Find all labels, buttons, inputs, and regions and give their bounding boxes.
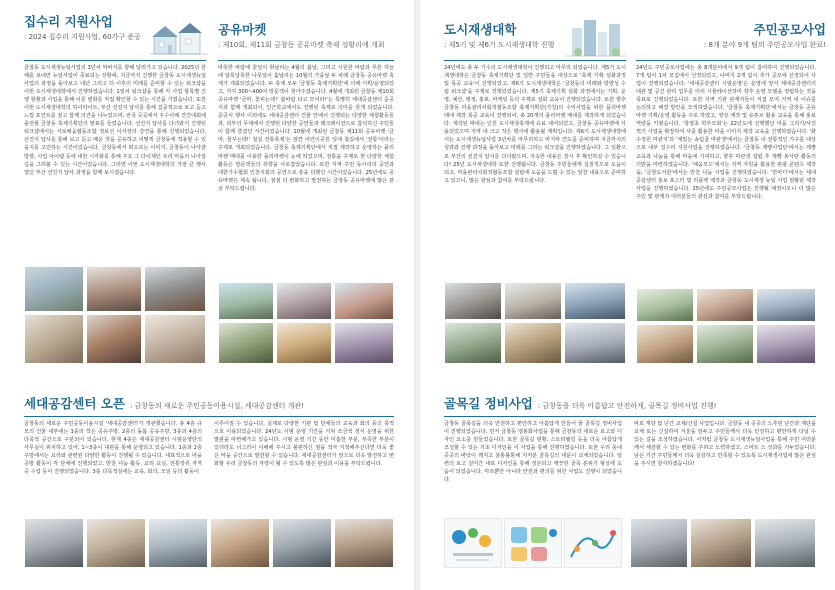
contest-divider: [636, 60, 816, 61]
contest-subtitle: : 8개 분야 9개 팀의 주민공모사업 완료!: [703, 41, 826, 49]
repair-subtitle: : 2024 집수리 지원사업, 60가구 준공: [24, 33, 141, 41]
college-subtitle: : 제5기 및 제6기 도시재생대학 진행: [444, 41, 555, 49]
college-photo-6: [564, 322, 626, 364]
contest-title: 주민공모사업: [753, 22, 826, 37]
market-photo-1: [218, 282, 274, 320]
repair-photo-3: [144, 266, 206, 312]
center-photo-3: [148, 518, 208, 568]
alley-body-left: 금창동 골목길을 더욱 안전하고 편안하고 아름답게 만들어 줄 골목길 정비사업이 진행되었습니다. 먼저 금창동 앵봉화사업을 통해 금창동의 새로운 로고와 디자인 요소를 만들었습니다. 또한 골목길 현황, 스토리텔링 등을 더욱 아름답게 조성할 수 있는 기초 디자인을 이 사업을 통해 진행하였습니다. 또한 우리 동네 곳곳의 바닥이 깨지고 울퉁불퉁해 지저분 골목길의 대문이 교체되었습니다. 일련의 보고 걸어간 대로 디자인을 통해 정돈되고 깨끗한 골목 분위기 형성에 도움이 되었습니다. 마르뿐만 아니라 안전과 편의를 위한 사업도 진행이 되었습니다.: [444, 421, 622, 484]
college-body: 24년에도 총 두 기수의 도시재생대학이 진행되고 마무리 되었습니다. 제5기 도시재생대학은 금창동 축제기획단 및 일반 주민들을 대상으로 '축제 기획 심화과정 및 목공 교육'이 진행되었고, 제6기 도시재생대학은 '금창동의 미래와 방향성 수립 워크샵'을 주제로 진행되었습니다. 제5기 축제기획 심화 과정에서는 기획, 운영, 예산, 행정, 홍보, 마케팅 등의 주제로 심화 교육이 진행되었습니다. 또한 향후 금창동 마을관리사회적협동조합 축제기획단(가칭)의 수익사업을 위한 플리마켓 매대 제작 목공 교육이 진행되어, 총 20개의 플리마켓 매대를 제작하게 되었습니다. 제작된 매대는 인천 도시재생축제에 유료 대여되었고, 금창동 공유마켓에 사용되었으며 지역 내 크고 작은 행사에 활용될 계획입니다. 제6기 도시재생대학에서는 도시재생뉴딜사업 3년차를 마무리하고 마지막 연도를 준비하며 지금까지의 성과와 진행 과정을 돌아보고 미래를 그리는 워크샵을 진행하였습니다. 그 일환으로 부산의 선진지 답사를 다녀왔으며, 지속한 내용은 장시 후 확인하실 수 있습니다! 25년 도시재생대학 또한 진행됩니다. 금창동 주민들에게 실질적으로 도움이 되고, 마을관리사회적협동조합 설립에 도움을 드릴 수 있는 알찬 내용으로 준비하고 있으니, 많은 관심과 참여를 부탁드립니다.: [444, 65, 626, 184]
college-photo-3: [564, 282, 626, 320]
repair-photo-4: [24, 314, 84, 364]
logo-design-icon: [445, 519, 501, 567]
repair-divider: [24, 60, 206, 61]
repair-title: 집수리 지원사업: [24, 14, 113, 29]
city-illustration-icon: [566, 14, 626, 60]
alley-design-card-3: [564, 518, 622, 568]
alley-subtitle: : 금창동을 더욱 아름답고 안전하게, 골목길 정비사업 진행!: [537, 402, 717, 410]
center-photo-1: [24, 518, 84, 568]
market-title: 공유마켓: [218, 22, 267, 37]
alley-photo-1: [630, 518, 688, 568]
contest-header: [636, 22, 826, 50]
market-divider: [218, 60, 394, 61]
center-header: [24, 396, 304, 412]
market-header: [218, 22, 408, 50]
contest-photo-1: [636, 288, 694, 322]
alley-photo-2: [690, 518, 752, 568]
page-gutter: [414, 0, 420, 590]
market-body: 따뜻한 바람에 꽃잎이 휘날리는 4월의 봄날, 그리고 시원한 바람과 푸른 하늘에 알록달록한 나뭇잎이 흩날리는 10월의 가을날 두 차례 금창동 공유마켓 축제가 개최되었습니다. 두 축제 모두 '금창동 축제기획단'에 의해 기획/운영되었고, 각각 300~400여 방문객이 찾아주셨습니다. 4월에 개최된 금창동 제10회 공유마켓 '금마, 꽃피는데!' 봄바람 타고 모여라!'는 특별히 세대공감센터 준공식과 함께 개최되어, 인근학교에서도 진행된 축제로 의미를 갖게 되었습니다. 준공식 행사 이외에도 세대공감센터 건물 안에서 진행되는 다양한 체험활동들과, 외부의 무대에서 진행된 다양한 공연들과 레크레이션으로 참석하신 주민들이 함께 즐겼던 시간이었습니다. 10월에 개최된 금창동 제11회 공유마켓 '금마, 꿈꾸는데!' 철길 전통축제'는 잠깐 어린이공원 일대 철길에서 '전통'이라는 주제로 개최되었습니다. 금창동 축제기획단에서 직접 제작하고 운영하는 플리마켓 매대를 이용한 플리마켓이 눈에 띄었으며, 전통을 주제로 한 다양한 체험활동은 방문객들의 취향을 사로잡았습니다. 또한 지역 주민 동아리의 공연과 대한가수협회 인천지회의 공연으로 흥을 더했던 시간이었습니다. 25년에도 공유마켓은 계속 됩니다. 점점 더 변화하고 발전하는 금창동 공유마켓에 많은 관심 부탁드립니다.: [218, 65, 394, 192]
market-photo-3: [334, 282, 394, 320]
contest-photo-3: [756, 288, 816, 322]
center-body-left: 금창동의 새로운 주민공동이용시설 '세대공감센터'가 개관했습니다. 총 4층 규모의 건물 내부에는 1층의 작은 공유주방, 2층의 돌봄 공유주방, 3층과 4층의 다목적 공간으로 구분되어 있습니다. 현재 4층은 세대공감센터 시범운영단의 사무실이 위치하고 있어, 1~3층이 대관을 통해 운영되고 있습니다. 1층과 2층 주방에서는 요리와 관련된 다양한 활동이 진행될 수 있습니다. 대표적으로 마을 공방 활동이 각 단체에 진행되었고, 반찬 나눔 활동, 교리 교실, 전통장류 자격증 수업 등이 진행되었습니다. 3층 다목적실에는 교육, 회의, 모임 등의 활동이: [24, 421, 202, 476]
map-design-icon: [565, 519, 621, 567]
center-title: 세대공감센터 오픈: [24, 396, 125, 411]
contest-photo-5: [696, 324, 754, 364]
repair-body: 금창동 도시재생뉴딜사업의 3년차 막바지를 향해 달려가고 있습니다. 2025년 한 해를 보내면 뉴딜사업이 종료되는 상황에, 지금까지 진행한 금창동 도시재생뉴딜사업의 과정을 돌아보고 내년 그리고 더 이후의 미래를 준비할 수 있는 워크샵을 이번 도시재생대학에서 진행하였습니다. 1일차 워크샵을 통해 각 사업 항목별 진행 현황과 사업을 통해 이룬 변화를 직접 확인할 수 있는 시간을 가졌습니다. 또한 이번 도시재생대학의 하이라이트, 부산 선진지 답사를 통해 집중적으로 보고 듣고 느낄 포인트를 짚고 함께 의견을 나누었으며, 전국 곳곳에서 우수사례 견진대회에 출전할 금창동 축제기획단의 발표를 들었습니다. 선진지 답사를 다녀와서 진행된 워크샵에서는 서로배움협동조합 정보선 이사장의 강연을 통해 진행되었습니다. 선진지 답사를 통해 보고 듣고 배운 것을 공유하고 어떻게 금창동에 적용할 수 있을지를 고민하는 시간이었습니다. 금창동에서 떠오르는 이미지, 금창동이 나아갈 방향, 사업 아이템 등에 대한 시각화를 통해 주요 그 다이제인 우리 마을의 나아갈 길을 그려볼 수 있는 시간이었습니다. 그러면 이번 도시재생대학의 가장 큰 행사였던 부산 선진지 답사 과정을 함께 보시겠습니다.: [24, 65, 206, 176]
college-divider: [444, 60, 626, 61]
alley-body-right: 바로 계단 및 난간 교체/신설 사업입니다. 금창동 내 곳곳의 노후된 난간과 계단을 교체 또는 신설하여 겨울을 앞두고 주민들께서 더욱 안전하고 편안하게 다닐 수 있는 길을 조성하였습니다. 이처럼 금창동 도시재생뉴딜사업을 통해 주민 여러분께서 체감할 수 있는 변화를 주려고 노력하였고, 스마트 스 성과를 거두었습니다. 남은 기간 주민들께서 더욱 실감하고 만족할 수 있도록 도시재생사업에 많은 관심을 주시면 감사하겠습니다!: [634, 421, 816, 468]
center-photo-5: [272, 518, 332, 568]
center-photo-6: [334, 518, 394, 568]
college-photo-4: [444, 322, 502, 364]
market-subtitle: : 제10회, 제11회 금창동 공유마켓 축제 성황리에 개최: [218, 41, 385, 49]
college-title: 도시재생대학: [444, 22, 517, 37]
contest-photo-4: [636, 324, 694, 364]
center-body-right: 이루어질 수 있습니다. 실제로 다양한 기관 및 단체들의 교육과 회의 등의 목적으로 이용되었습니다. 24년도 시범 운영 기간을 거쳐 조금씩 정식 운영을 위한 발판을 마련해가고 있습니다. 시범 운영 기간 동안 미흡한 부분, 부족한 부분이 있더라도 너그러이 이해해 주시고 불편하신 점을 적극 지적해주신다면 더욱 좋은 마을 공간으로 발전할 수 있습니다. 세대공감센터가 앞으로 더욱 발전하고 변화할 우리 금창동의 자랑이 될 수 있도록 많은 관심과 이용을 부탁드립니다.: [214, 421, 394, 468]
market-photo-2: [276, 282, 332, 320]
center-photo-4: [210, 518, 270, 568]
alley-divider: [444, 416, 816, 417]
market-photo-4: [218, 322, 274, 364]
contest-photo-2: [696, 288, 754, 322]
alley-header: [444, 396, 716, 412]
center-subtitle: : 금창동의 새로운 주민공동이용시설, 세대공감센터 개관!: [129, 402, 304, 410]
college-photo-2: [504, 282, 562, 320]
house-illustration-icon: [150, 20, 210, 58]
alley-title: 골목길 정비사업: [444, 396, 533, 411]
contest-body: 24년도 주민공모사업에는 총 8개분야에서 9개 팀이 참여하여 진행되었습니다. 7개 팀이 1차 모집에서 선정되었고, 나머지 2개 팀이 추가 공모에 선정되어 사업이 진행되었습니다. '세대공감센터 시범운영'은 운영에 앞서 세대공감센터의 대관 및 공간 관리 업무를 미리 시뮬레이션하며 향후 운영 모델을 정립하는 것을 목표로 진행되었습니다. 또한 지역 기관 관계자들이 직접 모여 지역 내 이슈를 논의하고 해결 방안을 모색하였습니다. '금창동 축제기획단'에서는 금창동 공유마켓 기획/운영 활동을 주로 하였고, 영상 제작 및 유튜브 활용 교육을 통해 홍보 역량을 키웠습니다. '창영초 학부모회'는 22년도에 진행했던 마을 그리기/사진 찍기 사업을 확장하여 사를 활용한 마을 이미지 제작 교육을 진행하였습니다. '화수정원 마관지'과 '재밌는 송림골 마관생'에서는 금창동 내 전통적인 가구를 대상으로 내부 집수리 지원사업을 진행하였습니다. '금창동 제빵사업단'에서는 제빵 교육과 나눔을 통해 마을에 기여하고, 향후 마관생 설립 후 제빵 봉사단 활동의 기반을 마련하였습니다. '채움모드'에서는 지역 자원을 활용한 관광 콘텐츠 제작을, '금창도서관'에서는 반찬 나눔 사업을 진행하였습니다. '한마디'에서는 세대공감센터 홍보 포스터 및 리플렛 제작과 금창동 도시재생 뉴딜 사업 현황판 제작 사업을 진행하였습니다. 25년에도 주민공모사업은 진행될 예정이오니 더 많은 주민 및 관계자 여러분들의 관심과 참여를 부탁드립니다.: [636, 65, 816, 200]
contest-photo-6: [756, 324, 816, 364]
alley-design-card-1: [444, 518, 502, 568]
market-photo-6: [334, 322, 394, 364]
repair-photo-2: [86, 266, 142, 312]
repair-photo-1: [24, 266, 84, 312]
college-photo-1: [444, 282, 502, 320]
character-design-icon: [505, 519, 561, 567]
market-photo-5: [276, 322, 332, 364]
center-divider: [24, 416, 394, 417]
repair-photo-5: [86, 314, 142, 364]
college-photo-5: [504, 322, 562, 364]
alley-photo-3: [754, 518, 816, 568]
repair-photo-6: [144, 314, 206, 364]
center-photo-2: [86, 518, 146, 568]
alley-design-card-2: [504, 518, 562, 568]
